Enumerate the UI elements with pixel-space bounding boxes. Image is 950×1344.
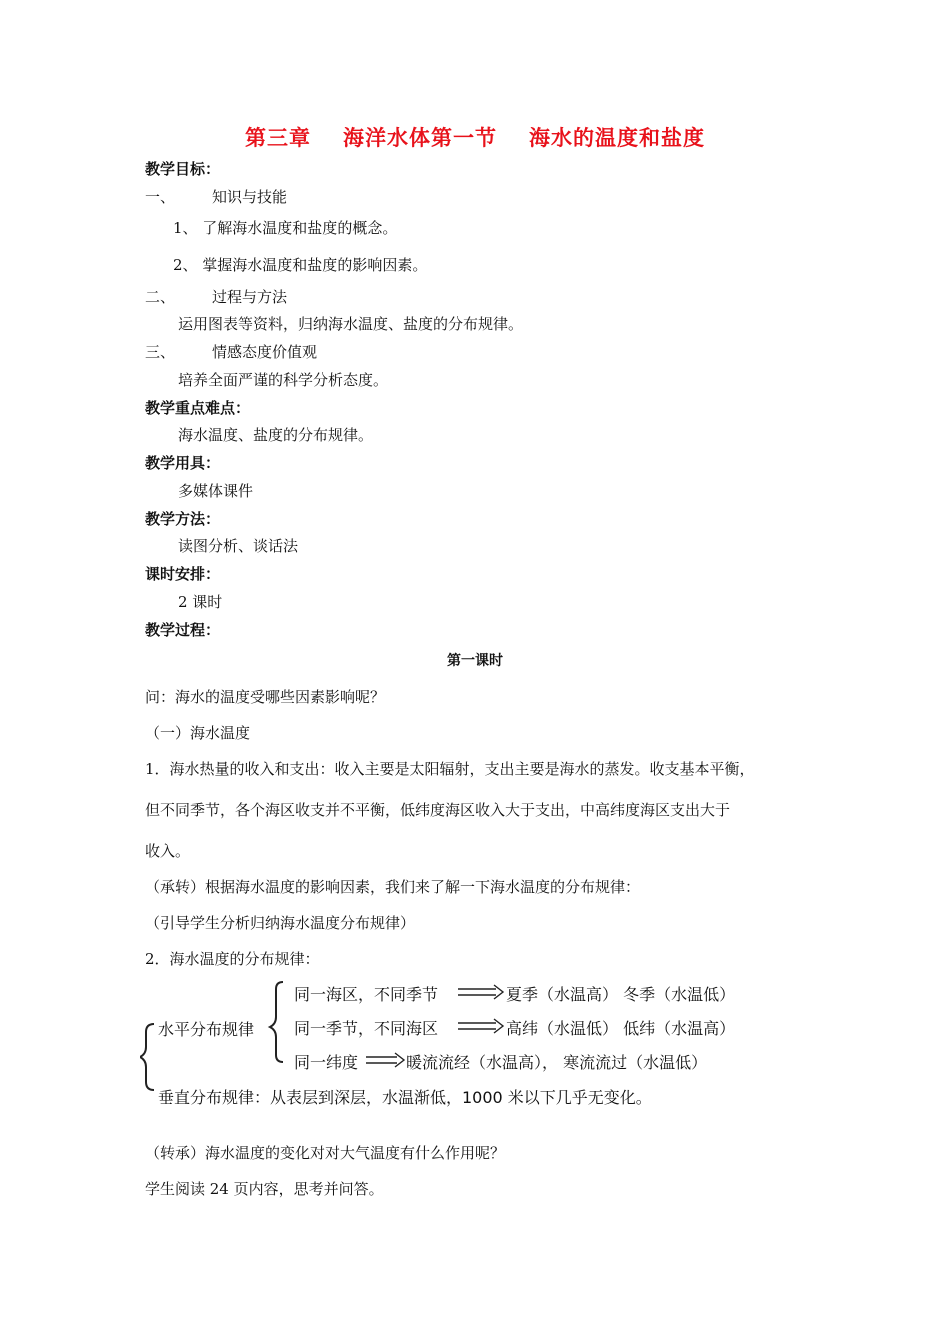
objective-3-title: 情感态度价值观: [212, 343, 318, 361]
transition-2: （转承）海水温度的变化对对大气温度有什么作用呢？: [145, 1144, 506, 1162]
row-1-result: 夏季（水温高） 冬季（水温低）: [506, 985, 736, 1004]
arrow-icon: [458, 985, 503, 999]
inner-brace: [270, 982, 283, 1062]
paragraph-2: 2．海水温度的分布规律：: [145, 950, 320, 968]
objective-item-2: 2、 掌握海水温度和盐度的影响因素。: [173, 256, 428, 274]
temperature-distribution-diagram: [140, 972, 820, 1122]
row-3-condition: 同一纬度: [294, 1053, 359, 1072]
objective-1-title: 知识与技能: [212, 188, 288, 206]
outer-brace: [140, 1024, 154, 1090]
chapter-title: 第三章: [245, 126, 311, 150]
reading-instruction: 学生阅读 24 页内容，思考并问答。: [145, 1180, 384, 1198]
row-1-condition: 同一海区，不同季节: [294, 985, 439, 1004]
key-points-text: 海水温度、盐度的分布规律。: [178, 426, 374, 444]
arrow-icon: [458, 1019, 503, 1033]
lesson-question: 问：海水的温度受哪些因素影响呢？: [145, 688, 386, 706]
objective-2-number: 二、: [145, 288, 176, 306]
objective-1-number: 一、: [145, 188, 176, 206]
transition-1: （承转）根据海水温度的影响因素，我们来了解一下海水温度的分布规律：: [145, 878, 641, 896]
tools-heading: 教学用具：: [145, 454, 221, 472]
schedule-heading: 课时安排：: [145, 565, 221, 583]
guide-note: （引导学生分析归纳海水温度分布规律）: [145, 914, 416, 932]
lesson-1-heading: 第一课时: [447, 653, 503, 669]
subsection-title: （一）海水温度: [145, 724, 251, 742]
objective-3-number: 三、: [145, 343, 176, 361]
methods-heading: 教学方法：: [145, 510, 221, 528]
vertical-distribution-label: 垂直分布规律：从表层到深层，水温渐低，1000 米以下几乎无变化。: [158, 1088, 652, 1107]
horizontal-distribution-label: 水平分布规律: [158, 1020, 255, 1039]
row-2-condition: 同一季节，不同海区: [294, 1019, 439, 1038]
objective-2-title: 过程与方法: [212, 288, 288, 306]
row-3-result: 暖流流经（水温高）， 寒流流过（水温低）: [406, 1053, 708, 1072]
schedule-text: 2 课时: [178, 593, 223, 611]
process-heading: 教学过程：: [145, 621, 221, 639]
methods-text: 读图分析、谈话法: [178, 537, 299, 555]
objectives-heading: 教学目标：: [145, 160, 221, 178]
paragraph-1-line-1: 1．海水热量的收入和支出：收入主要是太阳辐射，支出主要是海水的蒸发。收支基本平衡，: [145, 760, 755, 778]
page-title: [0, 122, 950, 152]
objective-3-text: 培养全面严谨的科学分析态度。: [178, 371, 389, 389]
lesson-title: 海水的温度和盐度: [529, 126, 705, 150]
section-title: 海洋水体第一节: [343, 126, 497, 150]
objective-2-text: 运用图表等资料，归纳海水温度、盐度的分布规律。: [178, 315, 524, 333]
arrow-icon: [366, 1053, 404, 1067]
objective-item-1: 1、 了解海水温度和盐度的概念。: [173, 219, 398, 237]
tools-text: 多媒体课件: [178, 482, 254, 500]
key-points-heading: 教学重点难点：: [145, 399, 251, 417]
row-2-result: 高纬（水温低） 低纬（水温高）: [506, 1019, 736, 1038]
paragraph-1-line-3: 收入。: [145, 842, 191, 860]
paragraph-1-line-2: 但不同季节，各个海区收支并不平衡，低纬度海区收入大于支出，中高纬度海区支出大于: [145, 801, 731, 819]
